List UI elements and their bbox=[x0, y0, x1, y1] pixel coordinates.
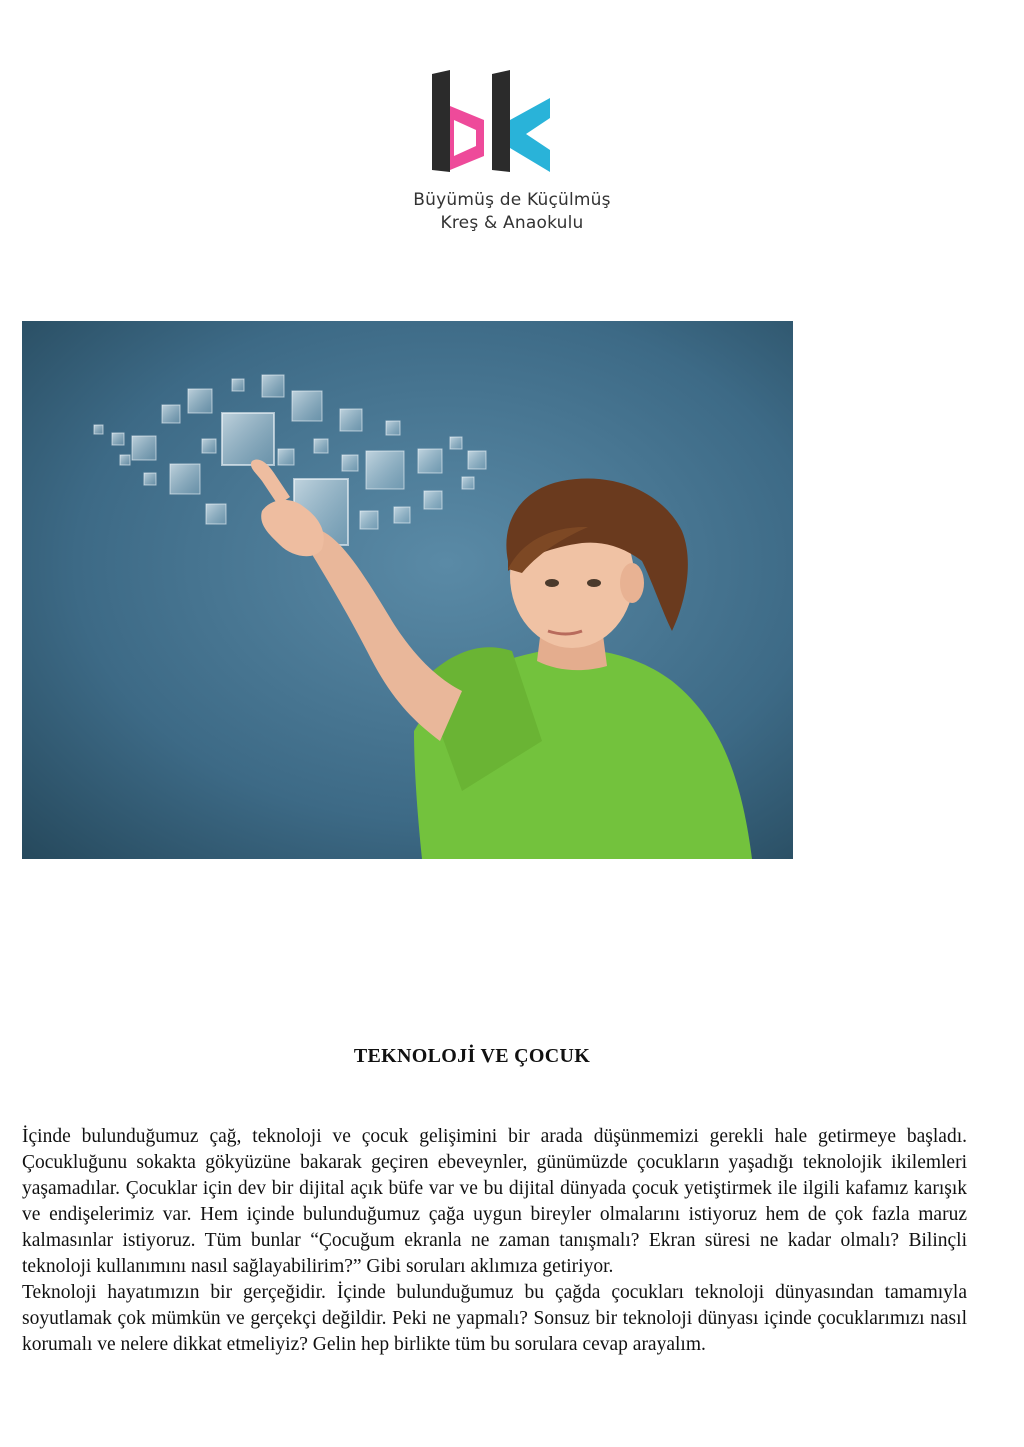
article-body bbox=[22, 1124, 967, 1358]
logo-school-name: Büyümüş de Küçülmüş bbox=[413, 190, 611, 210]
article-paragraph: Teknoloji hayatımızın bir gerçeğidir. İçinde bulunduğumuz bu çağda çocukları teknoloji dünyasından tamamıyla soyutlamak çok mümkün ve gerçekçi değildir. Peki ne yapmalı? Sonsuz bir teknoloji dünyası içinde çocuklarımızı nasıl korumalı ve nelere dikkat etmeliyiz? Gelin hep birlikte tüm bu sorulara cevap arayalım. bbox=[22, 1282, 967, 1355]
article-title: TEKNOLOJİ VE ÇOCUK bbox=[353, 1045, 591, 1067]
article-paragraph: İçinde bulunduğumuz çağ, teknoloji ve çocuk gelişimini bir arada düşünmemizi gerekli hale getirmeye başladı. Çocukluğunu sokakta gökyüzüne bakarak geçiren ebeveynler, günümüzde çocukların yaşadığı teknolojik ikilemleri yaşamadılar. Çocuklar için dev bir dijital açık büfe var ve bu dijital dünyada çocuk yetiştirmek ile ilgili kafamız karışık ve endişelerimiz var. Hem içinde bulunduğumuz çağa uygun bireyler olmalarını istiyoruz hem de çok fazla maruz kalmasınlar istiyoruz. Tüm bunlar “Çocuğum ekranla ne zaman tanışmalı? Ekran süresi ne kadar olmalı? Bilinçli teknoloji kullanımını nasıl sağlayabilirim?” Gibi soruları aklımıza getiriyor. bbox=[22, 1126, 967, 1277]
child-touching-digital-screen-image bbox=[22, 321, 793, 859]
school-logo bbox=[380, 60, 644, 250]
bk-logo-mark bbox=[380, 60, 644, 185]
logo-school-type: Kreş & Anaokulu bbox=[440, 213, 584, 233]
